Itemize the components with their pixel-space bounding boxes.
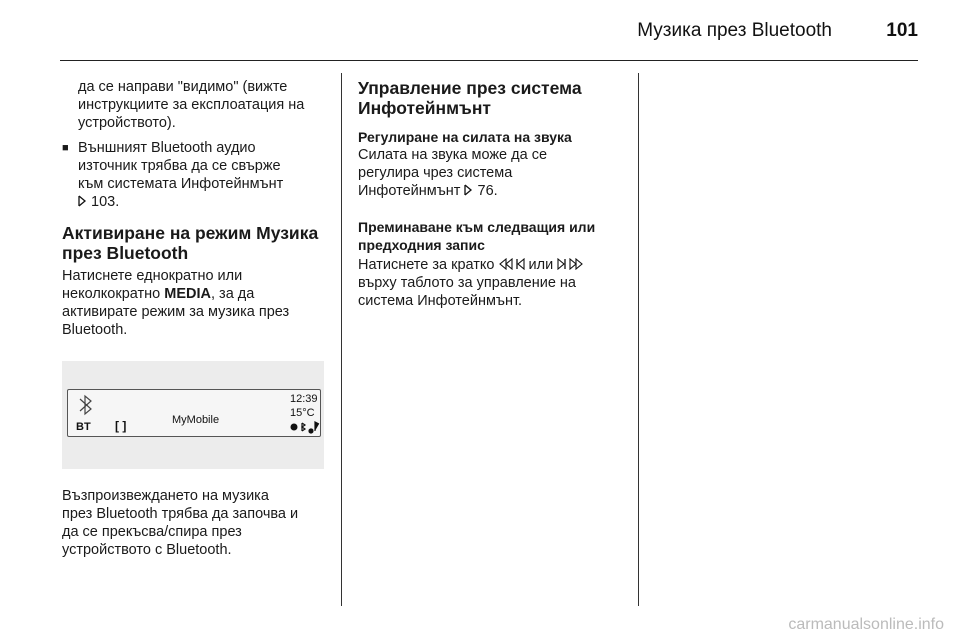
text-line: система Инфотейнмънт. <box>358 293 523 309</box>
media-button-label: MEDIA <box>164 286 211 302</box>
text-line: регулира чрез система <box>358 165 513 181</box>
subsection-heading: Преминаване към следващия или предходния запис <box>358 219 596 253</box>
display-temperature: 15°C <box>290 407 315 419</box>
section-heading: Активиране на режим Музика през Bluetooth <box>62 223 319 263</box>
section-heading: Управление през система Инфотейнмънт <box>358 78 582 118</box>
text-line: източник трябва да се свърже <box>78 158 281 174</box>
text-line: Външният Bluetooth аудио <box>78 140 256 156</box>
bluetooth-icon <box>76 393 96 417</box>
text-line: да се прекъсва/спира през <box>62 524 242 540</box>
music-note-icon <box>309 422 319 433</box>
text-line: Инфотейнмънт 76. <box>358 183 498 199</box>
continued-bullet-text <box>62 78 330 132</box>
reference-page[interactable]: 76. <box>477 183 498 199</box>
text-line: към системата Инфотейнмънт <box>78 176 284 192</box>
header-rule <box>60 60 918 61</box>
bluetooth-small-icon <box>302 423 305 431</box>
text-line <box>78 193 330 211</box>
display-device-name: MyMobile <box>172 414 220 426</box>
text-line: Силата на звука може да се <box>358 147 548 163</box>
reference-arrow-icon[interactable] <box>464 184 473 196</box>
column-divider-left <box>341 73 342 606</box>
text-line: през Bluetooth трябва да започва и <box>62 506 299 522</box>
page-header <box>0 0 960 60</box>
column-divider-right <box>638 73 639 606</box>
text-line: Bluetooth. <box>62 322 128 338</box>
subsection-heading: Регулиране на силата на звука <box>358 129 572 145</box>
reference-page[interactable]: 103. <box>91 194 120 210</box>
bullet-square-icon: ■ <box>62 142 69 154</box>
text-line: Натиснете за кратко или <box>358 256 620 274</box>
seek-back-icon <box>499 258 525 270</box>
display-time: 12:39 <box>290 393 318 405</box>
text-line: устройството). <box>78 115 176 131</box>
text-line: устройството с Bluetooth. <box>62 542 232 558</box>
display-caption <box>62 487 330 559</box>
bullet-item <box>62 139 330 211</box>
display-screen <box>67 389 321 437</box>
reference-arrow-icon[interactable] <box>78 195 87 207</box>
right-column <box>358 78 620 310</box>
watermark: carmanualsonline.info <box>788 616 944 633</box>
display-illustration <box>62 361 324 469</box>
display-brackets: [ ] <box>115 419 127 433</box>
display-mode: BT <box>76 421 91 433</box>
seek-forward-icon <box>557 258 583 270</box>
text-line: неколкократно MEDIA, за да <box>62 286 255 302</box>
page-title: Музика през Bluetooth <box>637 20 832 41</box>
text-line: инструкциите за експлоатация на <box>78 97 305 113</box>
text-line: върху таблото за управление на <box>358 275 576 291</box>
text-line: Натиснете еднократно или <box>62 268 243 284</box>
page-number: 101 <box>886 20 918 41</box>
status-icons <box>289 420 325 434</box>
left-column <box>62 78 330 559</box>
record-dot-icon <box>291 424 298 431</box>
text-line: активирате режим за музика през <box>62 304 290 320</box>
text-line: да се направи "видимо" (вижте <box>78 79 288 95</box>
text-line: Възпроизвеждането на музика <box>62 488 269 504</box>
